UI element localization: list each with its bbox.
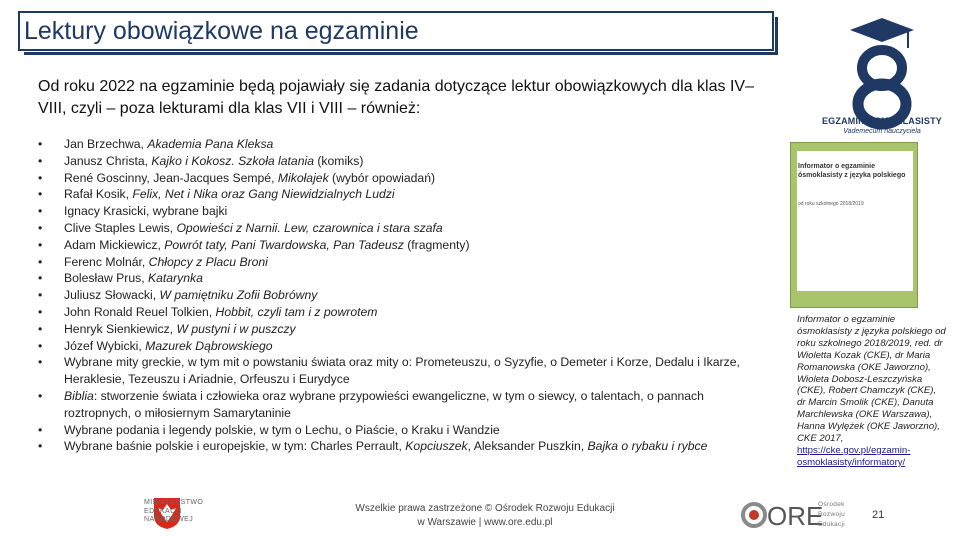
- reading-it: W pustyni i w puszczy: [176, 321, 296, 336]
- page-number: 21: [872, 509, 885, 521]
- reading-item: [38, 153, 768, 170]
- reading-post: : stworzenie świata i człowieka oraz wybrane przypowieści ewangeliczne, w tym o siewcy, o talentach, o pannach roztropnych, o miłosiernym Samarytaninie: [64, 388, 704, 420]
- reading-pre: Ignacy Krasicki, wybrane bajki: [64, 204, 228, 219]
- reading-item: [38, 220, 768, 237]
- reading-post: (komiks): [313, 153, 364, 168]
- reading-pre: Józef Wybicki,: [64, 338, 146, 353]
- reading-item: [38, 438, 768, 455]
- reading-pre: Clive Staples Lewis,: [64, 220, 177, 235]
- reading-item: [38, 237, 768, 254]
- reading-pre: René Goscinny, Jean-Jacques Sempé,: [64, 170, 278, 185]
- title-frame: [18, 11, 774, 51]
- reading-it: Katarynka: [148, 271, 203, 286]
- ministry-name: MINISTERSTWO EDUKACJI NARODOWEJ: [144, 499, 204, 523]
- cover-year: od roku szkolnego 2018/2019: [798, 201, 864, 207]
- readings-list: [38, 136, 768, 455]
- reading-it: Felix, Net i Nika oraz Gang Niewidzialnych Ludzi: [132, 187, 395, 202]
- reading-pre: Wybrane baśnie polskie i europejskie, w tym: Charles Perrault,: [64, 439, 406, 454]
- reading-item: [38, 203, 768, 220]
- ore-wordmark: ORE: [767, 501, 824, 531]
- reading-it: Akademia Pana Kleksa: [147, 137, 274, 151]
- reading-it: W pamiętniku Zofii Bobrówny: [159, 288, 318, 303]
- reading-pre: Henryk Sienkiewicz,: [64, 321, 177, 336]
- slide-title: Lektury obowiązkowe na egzaminie: [24, 17, 419, 45]
- ore-logo: [740, 497, 824, 533]
- reading-item: [38, 270, 768, 287]
- reading-item: [38, 388, 768, 422]
- logo-subcaption: Vademecum nauczyciela: [843, 128, 921, 135]
- reading-item: [38, 338, 768, 355]
- reading-item: [38, 304, 768, 321]
- caption-link[interactable]: https://cke.gov.pl/egzamin-osmoklasisty/informatory/: [797, 444, 911, 468]
- reading-it2: Bajka o rybaku i rybce: [587, 439, 708, 454]
- reading-pre: Adam Mickiewicz,: [64, 237, 165, 252]
- reading-pre: Jan Brzechwa,: [64, 137, 148, 151]
- reading-it: Hobbit, czyli tam i z powrotem: [215, 304, 378, 319]
- reading-item: [38, 422, 768, 439]
- reading-it: Opowieści z Narnii. Lew, czarownica i stara szafa: [176, 220, 443, 235]
- reading-post: (fragmenty): [403, 237, 470, 252]
- ore-dot-icon: [749, 510, 759, 520]
- reading-pre: Wybrane podania i legendy polskie, w tym o Lechu, o Piaście, o Kraku i Wandzie: [64, 422, 500, 437]
- footer-copyright: Wszelkie prawa zastrzeżone © Ośrodek Rozwoju Edukacji w Warszawie | www.ore.edu.pl: [355, 503, 615, 528]
- reading-item: [38, 186, 768, 203]
- reading-it: Kopciuszek: [405, 439, 468, 454]
- reading-item: [38, 136, 768, 153]
- reading-it: Biblia: [64, 388, 94, 403]
- reading-pre: John Ronald Reuel Tolkien,: [64, 304, 216, 319]
- reading-it: Chłopcy z Placu Broni: [148, 254, 268, 269]
- reading-item: [38, 287, 768, 304]
- exam-8-logo: [816, 16, 948, 132]
- logo-caption: EGZAMIN ÓSMOKLASISTY: [821, 116, 942, 126]
- reading-pre: Bolesław Prus,: [64, 271, 148, 286]
- reading-pre: Janusz Christa,: [64, 153, 152, 168]
- intro-paragraph: Od roku 2022 na egzaminie będą pojawiały się zadania dotyczące lektur obowiązkowych dla klas IV–VIII, czyli – poza lekturami dla klas VII i VIII – również:: [38, 78, 754, 117]
- reading-post: , Aleksander Puszkin,: [467, 439, 588, 454]
- reading-item: [38, 170, 768, 187]
- reading-item: [38, 321, 768, 338]
- reading-it: Kajko i Kokosz. Szkoła latania: [151, 153, 314, 168]
- reading-post: (wybór opowiadań): [328, 170, 436, 185]
- ore-name: Ośrodek Rozwoju Edukacji: [818, 501, 846, 528]
- reading-it: Powrót taty, Pani Twardowska, Pan Tadeusz: [164, 237, 404, 252]
- reading-pre: Wybrane mity greckie, w tym mit o powstaniu świata oraz mity o: Prometeuszu, o Syzyfie, o Demeter i Korze, Dedalu i Ikarze, Heraklesie, Tezeuszu i Ariadnie, Orfeuszu i Eurydyce: [64, 355, 740, 387]
- reading-item: [38, 354, 768, 388]
- informator-cover: [790, 142, 918, 308]
- reading-item: [38, 254, 768, 271]
- cover-caption: [797, 314, 947, 469]
- cover-title: Informator o egzaminie ósmoklasisty z języka polskiego: [798, 163, 906, 179]
- reading-it: Mikołajek: [277, 170, 329, 185]
- reading-pre: Juliusz Słowacki,: [64, 288, 160, 303]
- reading-it: Mazurek Dąbrowskiego: [145, 338, 273, 353]
- caption-text: Informator o egzaminie ósmoklasisty z języka polskiego od roku szkolnego 2018/2019, red. dr Wioletta Kozak (CKE), dr Maria Romanowska (OKE Jaworzno), Wioleta Dobosz-Leszczyńska (CKE), Robert Chamczyk (CKE), dr Marcin Smolik (CKE), Danuta Marchlewska (OKE Warszawa), Hanna Wylężek (OKE Jaworzno), CKE 2017,: [797, 314, 946, 445]
- reading-pre: Ferenc Molnár,: [64, 254, 149, 269]
- reading-pre: Rafał Kosik,: [64, 187, 133, 202]
